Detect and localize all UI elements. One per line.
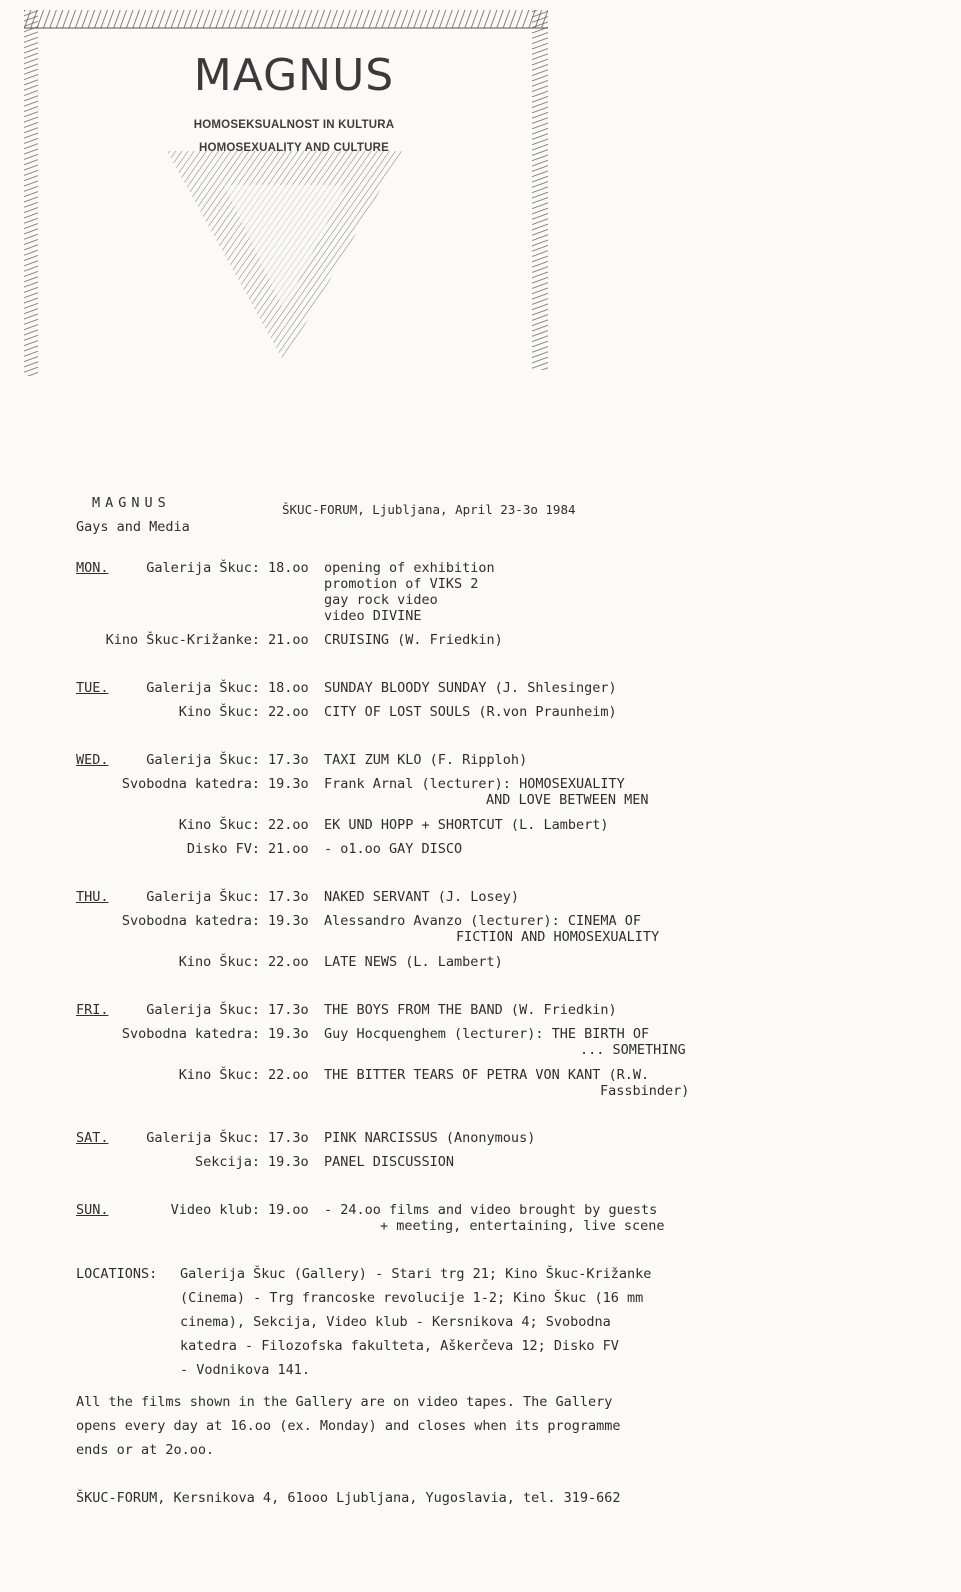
wed-e4-text: - o1.oo GAY DISCO bbox=[324, 841, 463, 857]
thu-e2-place: Svobodna katedra: bbox=[121, 913, 260, 929]
thu-e2-time: 19.3o bbox=[268, 913, 309, 929]
intro-dateline: ŠKUC-FORUM, Ljubljana, April 23-3o 1984 bbox=[282, 502, 576, 517]
tue-e1-time: 18.oo bbox=[268, 680, 309, 696]
fri-e1-time: 17.3o bbox=[268, 1002, 309, 1018]
intro-subtitle: Gays and Media bbox=[76, 519, 190, 535]
mon-e2-place: Kino Škuc-Križanke: bbox=[105, 632, 260, 648]
wed-e4-time: 21.oo bbox=[268, 841, 309, 857]
wed-e3-place: Kino Škuc: bbox=[178, 817, 260, 833]
fri-e1-text: THE BOYS FROM THE BAND (W. Friedkin) bbox=[324, 1002, 617, 1018]
mon-e1-time: 18.oo bbox=[268, 560, 309, 576]
logo-subtitle-english: HOMOSEXUALITY AND CULTURE bbox=[198, 142, 390, 154]
thu-e3-place: Kino Škuc: bbox=[178, 954, 260, 970]
fri-e3-line: THE BITTER TEARS OF PETRA VON KANT (R.W. bbox=[324, 1067, 650, 1083]
locations-line: katedra - Filozofska fakulteta, Aškerčeva 12; Disko FV bbox=[180, 1338, 619, 1354]
thu-e3-text: LATE NEWS (L. Lambert) bbox=[324, 954, 503, 970]
day-sun: SUN. bbox=[76, 1202, 109, 1218]
wed-e3-time: 22.oo bbox=[268, 817, 309, 833]
wed-e2-place: Svobodna katedra: bbox=[121, 776, 260, 792]
fri-e2-place: Svobodna katedra: bbox=[121, 1026, 260, 1042]
sun-e1-line: + meeting, entertaining, live scene bbox=[380, 1218, 665, 1234]
day-fri: FRI. bbox=[76, 1002, 109, 1018]
mon-e1-line: opening of exhibition bbox=[324, 560, 495, 576]
wed-e3-text: EK UND HOPP + SHORTCUT (L. Lambert) bbox=[324, 817, 609, 833]
locations-line: Galerija Škuc (Gallery) - Stari trg 21; Kino Škuc-Križanke bbox=[180, 1266, 652, 1282]
tue-e2-time: 22.oo bbox=[268, 704, 309, 720]
intro-title: MAGNUS bbox=[92, 495, 171, 511]
thu-e1-text: NAKED SERVANT (J. Losey) bbox=[324, 889, 520, 905]
thu-e2-line: Alessandro Avanzo (lecturer): CINEMA OF bbox=[324, 913, 641, 929]
day-tue: TUE. bbox=[76, 680, 109, 696]
tue-e2-text: CITY OF LOST SOULS (R.von Praunheim) bbox=[324, 704, 617, 720]
locations-line: (Cinema) - Trg francoske revolucije 1-2; Kino Škuc (16 mm bbox=[180, 1290, 644, 1306]
sun-e1-time: 19.oo bbox=[268, 1202, 309, 1218]
wed-e2-line: Frank Arnal (lecturer): HOMOSEXUALITY bbox=[324, 776, 625, 792]
note-line: ends or at 2o.oo. bbox=[76, 1442, 215, 1458]
sun-e1-line: - 24.oo films and video brought by guests bbox=[324, 1202, 658, 1218]
wed-e2-time: 19.3o bbox=[268, 776, 309, 792]
fri-e3-time: 22.oo bbox=[268, 1067, 309, 1083]
fri-e1-place: Galerija Škuc: bbox=[146, 1002, 260, 1018]
locations-line: - Vodnikova 141. bbox=[180, 1362, 311, 1378]
mon-e1-place: Galerija Škuc: bbox=[146, 560, 260, 576]
mon-e2-time: 21.oo bbox=[268, 632, 309, 648]
wed-e1-time: 17.3o bbox=[268, 752, 309, 768]
day-thu: THU. bbox=[76, 889, 109, 905]
footer-address: ŠKUC-FORUM, Kersnikova 4, 61ooo Ljubljana, Yugoslavia, tel. 319-662 bbox=[76, 1490, 621, 1506]
sun-e1-place: Video klub: bbox=[170, 1202, 260, 1218]
tue-e2-place: Kino Škuc: bbox=[178, 704, 260, 720]
wed-e4-place: Disko FV: bbox=[186, 841, 260, 857]
day-mon: MON. bbox=[76, 560, 109, 576]
mon-e1-line: video DIVINE bbox=[324, 608, 422, 624]
sat-e1-time: 17.3o bbox=[268, 1130, 309, 1146]
sat-e1-place: Galerija Škuc: bbox=[146, 1130, 260, 1146]
fri-e2-line: ... SOMETHING bbox=[580, 1042, 686, 1058]
locations-label: LOCATIONS: bbox=[76, 1266, 158, 1282]
wed-e1-place: Galerija Škuc: bbox=[146, 752, 260, 768]
mon-e2-text: CRUISING (W. Friedkin) bbox=[324, 632, 503, 648]
fri-e3-line: Fassbinder) bbox=[600, 1083, 690, 1099]
sat-e2-time: 19.3o bbox=[268, 1154, 309, 1170]
note-line: All the films shown in the Gallery are on video tapes. The Gallery bbox=[76, 1394, 613, 1410]
thu-e1-time: 17.3o bbox=[268, 889, 309, 905]
fri-e2-time: 19.3o bbox=[268, 1026, 309, 1042]
day-wed: WED. bbox=[76, 752, 109, 768]
sat-e1-text: PINK NARCISSUS (Anonymous) bbox=[324, 1130, 536, 1146]
thu-e3-time: 22.oo bbox=[268, 954, 309, 970]
locations-line: cinema), Sekcija, Video klub - Kersnikova 4; Svobodna bbox=[180, 1314, 611, 1330]
mon-e1-line: gay rock video bbox=[324, 592, 438, 608]
fri-e3-place: Kino Škuc: bbox=[178, 1067, 260, 1083]
logo-subtitle-slovene: HOMOSEKSUALNOST IN KULTURA bbox=[193, 119, 395, 131]
sat-e2-place: Sekcija: bbox=[194, 1154, 260, 1170]
fri-e2-line: Guy Hocquenghem (lecturer): THE BIRTH OF bbox=[324, 1026, 650, 1042]
wed-e1-text: TAXI ZUM KLO (F. Ripploh) bbox=[324, 752, 528, 768]
sat-e2-text: PANEL DISCUSSION bbox=[324, 1154, 455, 1170]
thu-e1-place: Galerija Škuc: bbox=[146, 889, 260, 905]
thu-e2-line: FICTION AND HOMOSEXUALITY bbox=[456, 929, 660, 945]
tue-e1-place: Galerija Škuc: bbox=[146, 680, 260, 696]
note-line: opens every day at 16.oo (ex. Monday) and closes when its programme bbox=[76, 1418, 621, 1434]
wed-e2-line: AND LOVE BETWEEN MEN bbox=[486, 792, 649, 808]
tue-e1-text: SUNDAY BLOODY SUNDAY (J. Shlesinger) bbox=[324, 680, 617, 696]
day-sat: SAT. bbox=[76, 1130, 109, 1146]
logo-title: MAGNUS bbox=[193, 50, 395, 101]
mon-e1-line: promotion of VIKS 2 bbox=[324, 576, 479, 592]
